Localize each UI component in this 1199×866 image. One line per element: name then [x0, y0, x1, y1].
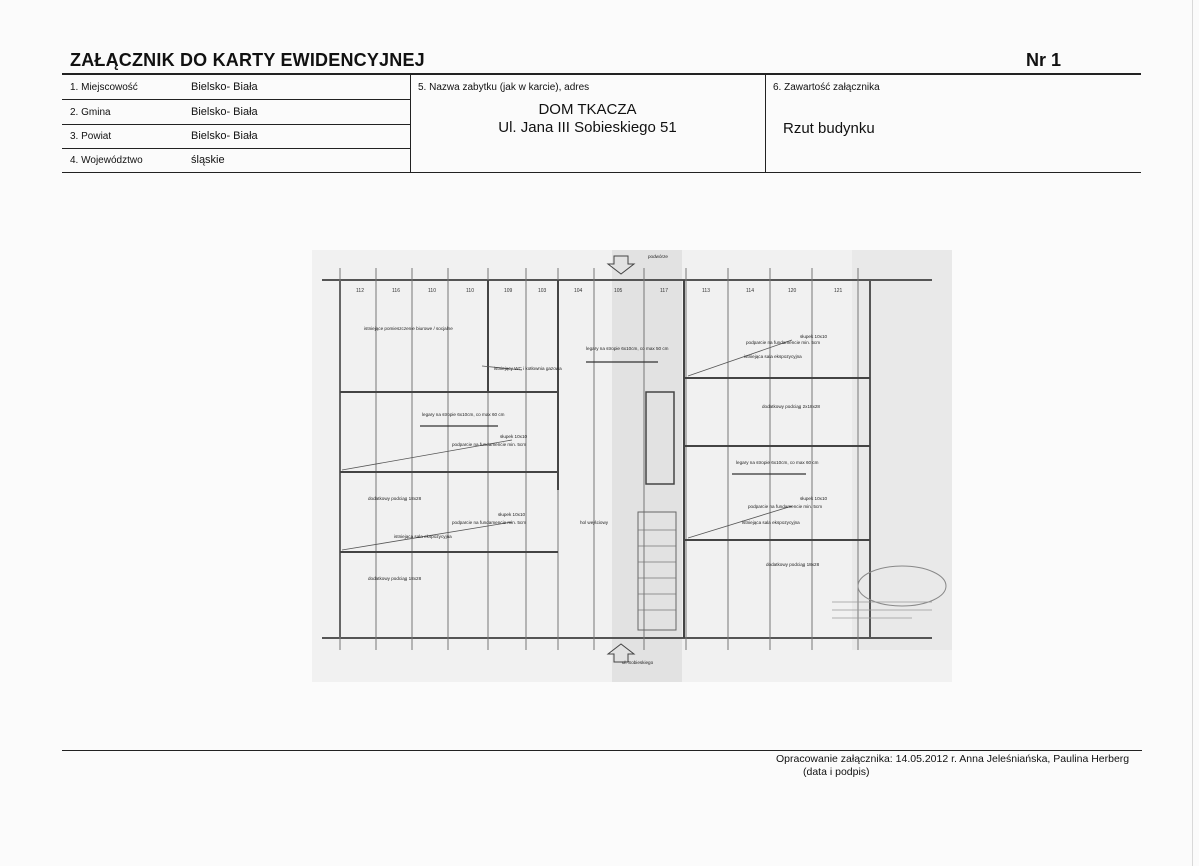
annotation: słupek 10x10 — [498, 512, 526, 517]
table-bottom-line — [62, 172, 1141, 173]
room-number: 109 — [504, 288, 513, 294]
row-divider-3 — [62, 148, 410, 149]
col-divider-2 — [765, 74, 766, 172]
annotation: istniejąca sala ekspozycyjna — [394, 534, 452, 539]
footer-line — [62, 750, 1142, 751]
room-number: 110 — [466, 288, 474, 294]
annotation: istniejąca sala ekspozycyjna — [744, 354, 802, 359]
annotation: hol wejściowy — [580, 520, 609, 525]
annotation: podparcie na fundamencie min. 5cm — [452, 520, 527, 525]
annotation: podparcie na fundamencie min. 5cm — [452, 442, 527, 447]
annotation: podparcie na fundamencie min. 5cm — [746, 340, 821, 345]
room-number: 103 — [538, 288, 547, 294]
annotation: podparcie na fundamencie min. 5cm — [748, 504, 823, 509]
date-signature-caption: (data i podpis) — [803, 766, 870, 778]
room-number: 105 — [614, 288, 623, 294]
powiat-value: Bielsko- Biała — [191, 130, 258, 142]
annotation: dodatkowy podciąg 2x18x28 — [762, 404, 820, 409]
content-label: 6. Zawartość załącznika — [773, 82, 880, 93]
room-number: 121 — [834, 288, 843, 294]
page-edge — [1192, 0, 1193, 866]
monument-address: Ul. Jana III Sobieskiego 51 — [498, 119, 677, 136]
address-label: 5. Nazwa zabytku (jak w karcie), adres — [418, 82, 590, 93]
annotation: istniejące pomieszczenie biurowe / socjalne — [364, 326, 453, 331]
floor-plan-drawing — [312, 250, 952, 682]
table-top-line — [62, 73, 1141, 75]
gmina-label: 2. Gmina — [70, 107, 111, 118]
annotation: dodatkowy podciąg 18x28 — [368, 576, 422, 581]
monument-name: DOM TKACZA — [538, 101, 637, 118]
annotation: istniejący WC i kotłownia gazowa — [494, 366, 562, 371]
room-number: 117 — [660, 288, 668, 294]
room-number: 116 — [392, 288, 400, 294]
room-number: 120 — [788, 288, 797, 294]
document-title: ZAŁĄCZNIK DO KARTY EWIDENCYJNEJ — [70, 50, 425, 70]
miejscowosc-value: Bielsko- Biała — [191, 81, 258, 93]
annotation: istniejąca sala ekspozycyjna — [742, 520, 800, 525]
annotation: legary na stropie 6x10cm, co max 60 cm — [422, 412, 505, 417]
room-number: 114 — [746, 288, 754, 294]
room-number: 104 — [574, 288, 583, 294]
plan-bottom-label: ul. Sobieskiego — [622, 660, 654, 665]
annotation: dodatkowy podciąg 18x28 — [368, 496, 422, 501]
wojewodztwo-label: 4. Województwo — [70, 155, 143, 166]
annotation: legary na stropie 6x10cm, co max 50 cm — [586, 346, 669, 351]
gmina-value: Bielsko- Biała — [191, 106, 258, 118]
content-value: Rzut budynku — [783, 120, 875, 137]
room-number: 113 — [702, 288, 710, 294]
annotation: dodatkowy podciąg 18x28 — [766, 562, 820, 567]
miejscowosc-label: 1. Miejscowość — [70, 82, 138, 93]
wojewodztwo-value: śląskie — [191, 154, 225, 166]
room-number: 110 — [428, 288, 436, 294]
annotation: słupek 10x10 — [800, 496, 828, 501]
powiat-label: 3. Powiat — [70, 131, 112, 142]
prepared-by: Opracowanie załącznika: 14.05.2012 r. Anna Jeleśniańska, Paulina Herberg — [776, 753, 1130, 765]
room-number: 112 — [356, 288, 364, 294]
annotation: słupek 10x10 — [500, 434, 528, 439]
annotation: legary na stropie 6x10cm, co max 60 cm — [736, 460, 819, 465]
row-divider-1 — [62, 99, 410, 100]
attachment-number: Nr 1 — [1026, 50, 1062, 70]
plan-top-label: podwórze — [648, 254, 668, 259]
row-divider-2 — [62, 124, 410, 125]
annotation: słupek 10x10 — [800, 334, 828, 339]
